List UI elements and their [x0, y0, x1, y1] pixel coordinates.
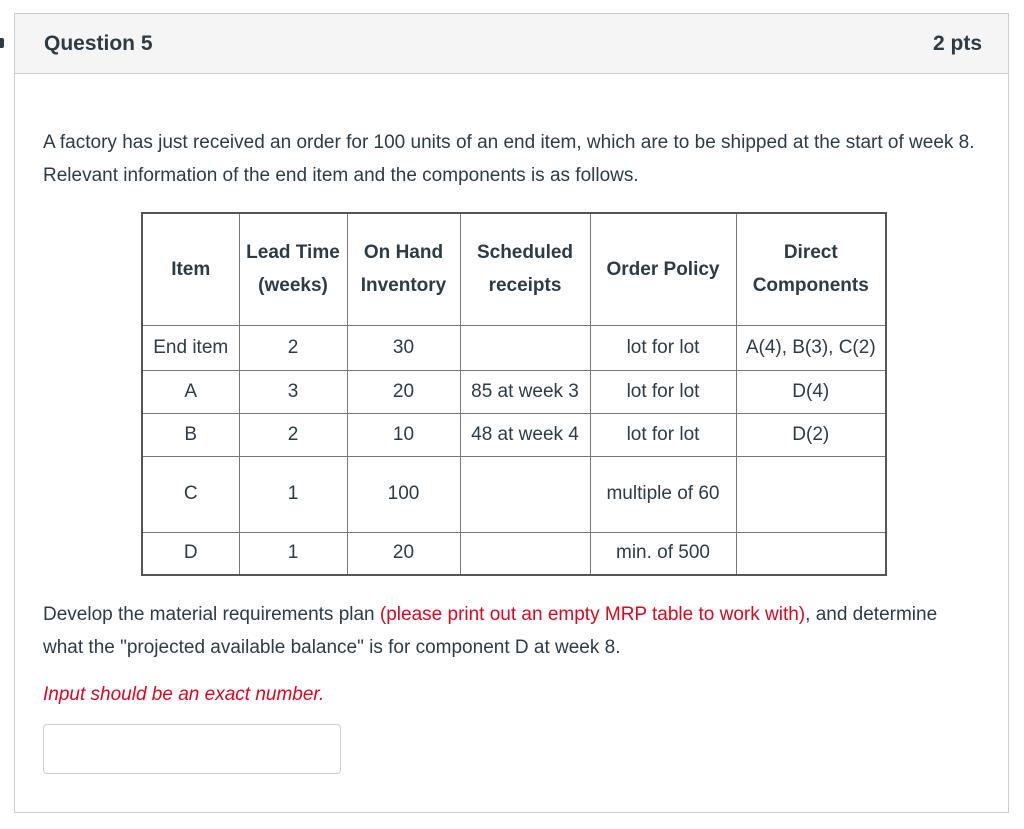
question-marker — [0, 38, 4, 48]
cell-scheduled — [460, 532, 590, 575]
header-scheduled-line2: receipts — [488, 275, 562, 297]
cell-direct: D(4) — [736, 370, 886, 413]
instructions-red-note: (please print out an empty MRP table to work with) — [379, 604, 806, 625]
cell-on-hand: 20 — [347, 532, 460, 575]
cell-order-policy: lot for lot — [590, 325, 736, 370]
header-direct — [736, 213, 886, 325]
cell-on-hand: 10 — [347, 413, 460, 456]
cell-direct — [736, 456, 886, 532]
cell-direct: A(4), B(3), C(2) — [736, 325, 886, 370]
header-direct-line1: Direct — [783, 242, 838, 264]
header-on-hand-line2: Inventory — [360, 275, 447, 297]
table-row — [142, 413, 886, 456]
cell-item: End item — [142, 325, 239, 370]
cell-scheduled: 48 at week 4 — [460, 413, 590, 456]
header-on-hand — [347, 213, 460, 325]
header-on-hand-line1: On Hand — [363, 242, 444, 264]
instructions-part2: , and determine what the "projected available balance" is for component D at week 8. — [43, 604, 938, 658]
cell-direct: D(2) — [736, 413, 886, 456]
header-item — [142, 213, 239, 325]
cell-order-policy: lot for lot — [590, 413, 736, 456]
mrp-info-table — [141, 212, 887, 576]
cell-on-hand: 20 — [347, 370, 460, 413]
cell-order-policy: min. of 500 — [590, 532, 736, 575]
cell-scheduled — [460, 325, 590, 370]
table-row — [142, 370, 886, 413]
cell-lead-time: 3 — [239, 370, 347, 413]
cell-order-policy: lot for lot — [590, 370, 736, 413]
table-row — [142, 532, 886, 575]
cell-item: B — [142, 413, 239, 456]
header-direct-line2: Components — [752, 275, 869, 297]
header-item-label: Item — [171, 258, 211, 280]
question-body — [15, 126, 1008, 706]
cell-direct — [736, 532, 886, 575]
table-row — [142, 456, 886, 532]
header-order-policy — [590, 213, 736, 325]
cell-on-hand: 100 — [347, 456, 460, 532]
header-order-policy-label: Order Policy — [606, 258, 720, 280]
cell-item: C — [142, 456, 239, 532]
cell-lead-time: 2 — [239, 413, 347, 456]
cell-item: A — [142, 370, 239, 413]
question-header — [15, 14, 1008, 74]
question-instructions — [43, 598, 980, 664]
table-wrapper — [141, 212, 980, 576]
cell-lead-time: 2 — [239, 325, 347, 370]
cell-lead-time: 1 — [239, 456, 347, 532]
cell-lead-time: 1 — [239, 532, 347, 575]
instructions-part1: Develop the material requirements plan — [43, 604, 380, 625]
question-points: 2 pts — [932, 31, 982, 55]
answer-input[interactable] — [43, 724, 341, 774]
header-scheduled-line1: Scheduled — [476, 242, 574, 264]
question-prompt: A factory has just received an order for 100 units of an end item, which are to be shipped at the start of week 8. Relevant information of the end item and the components is as follows. — [43, 132, 975, 186]
cell-scheduled — [460, 456, 590, 532]
question-title: Question 5 — [44, 31, 153, 55]
header-lead-time — [239, 213, 347, 325]
cell-item: D — [142, 532, 239, 575]
header-lead-time-line1: Lead Time — [246, 242, 340, 264]
question-card — [14, 13, 1009, 813]
cell-order-policy: multiple of 60 — [590, 456, 736, 532]
header-scheduled — [460, 213, 590, 325]
header-lead-time-line2: (weeks) — [258, 275, 328, 297]
table-header-row — [142, 213, 886, 325]
cell-scheduled: 85 at week 3 — [460, 370, 590, 413]
table-row — [142, 325, 886, 370]
cell-on-hand: 30 — [347, 325, 460, 370]
input-note: Input should be an exact number. — [43, 684, 325, 705]
